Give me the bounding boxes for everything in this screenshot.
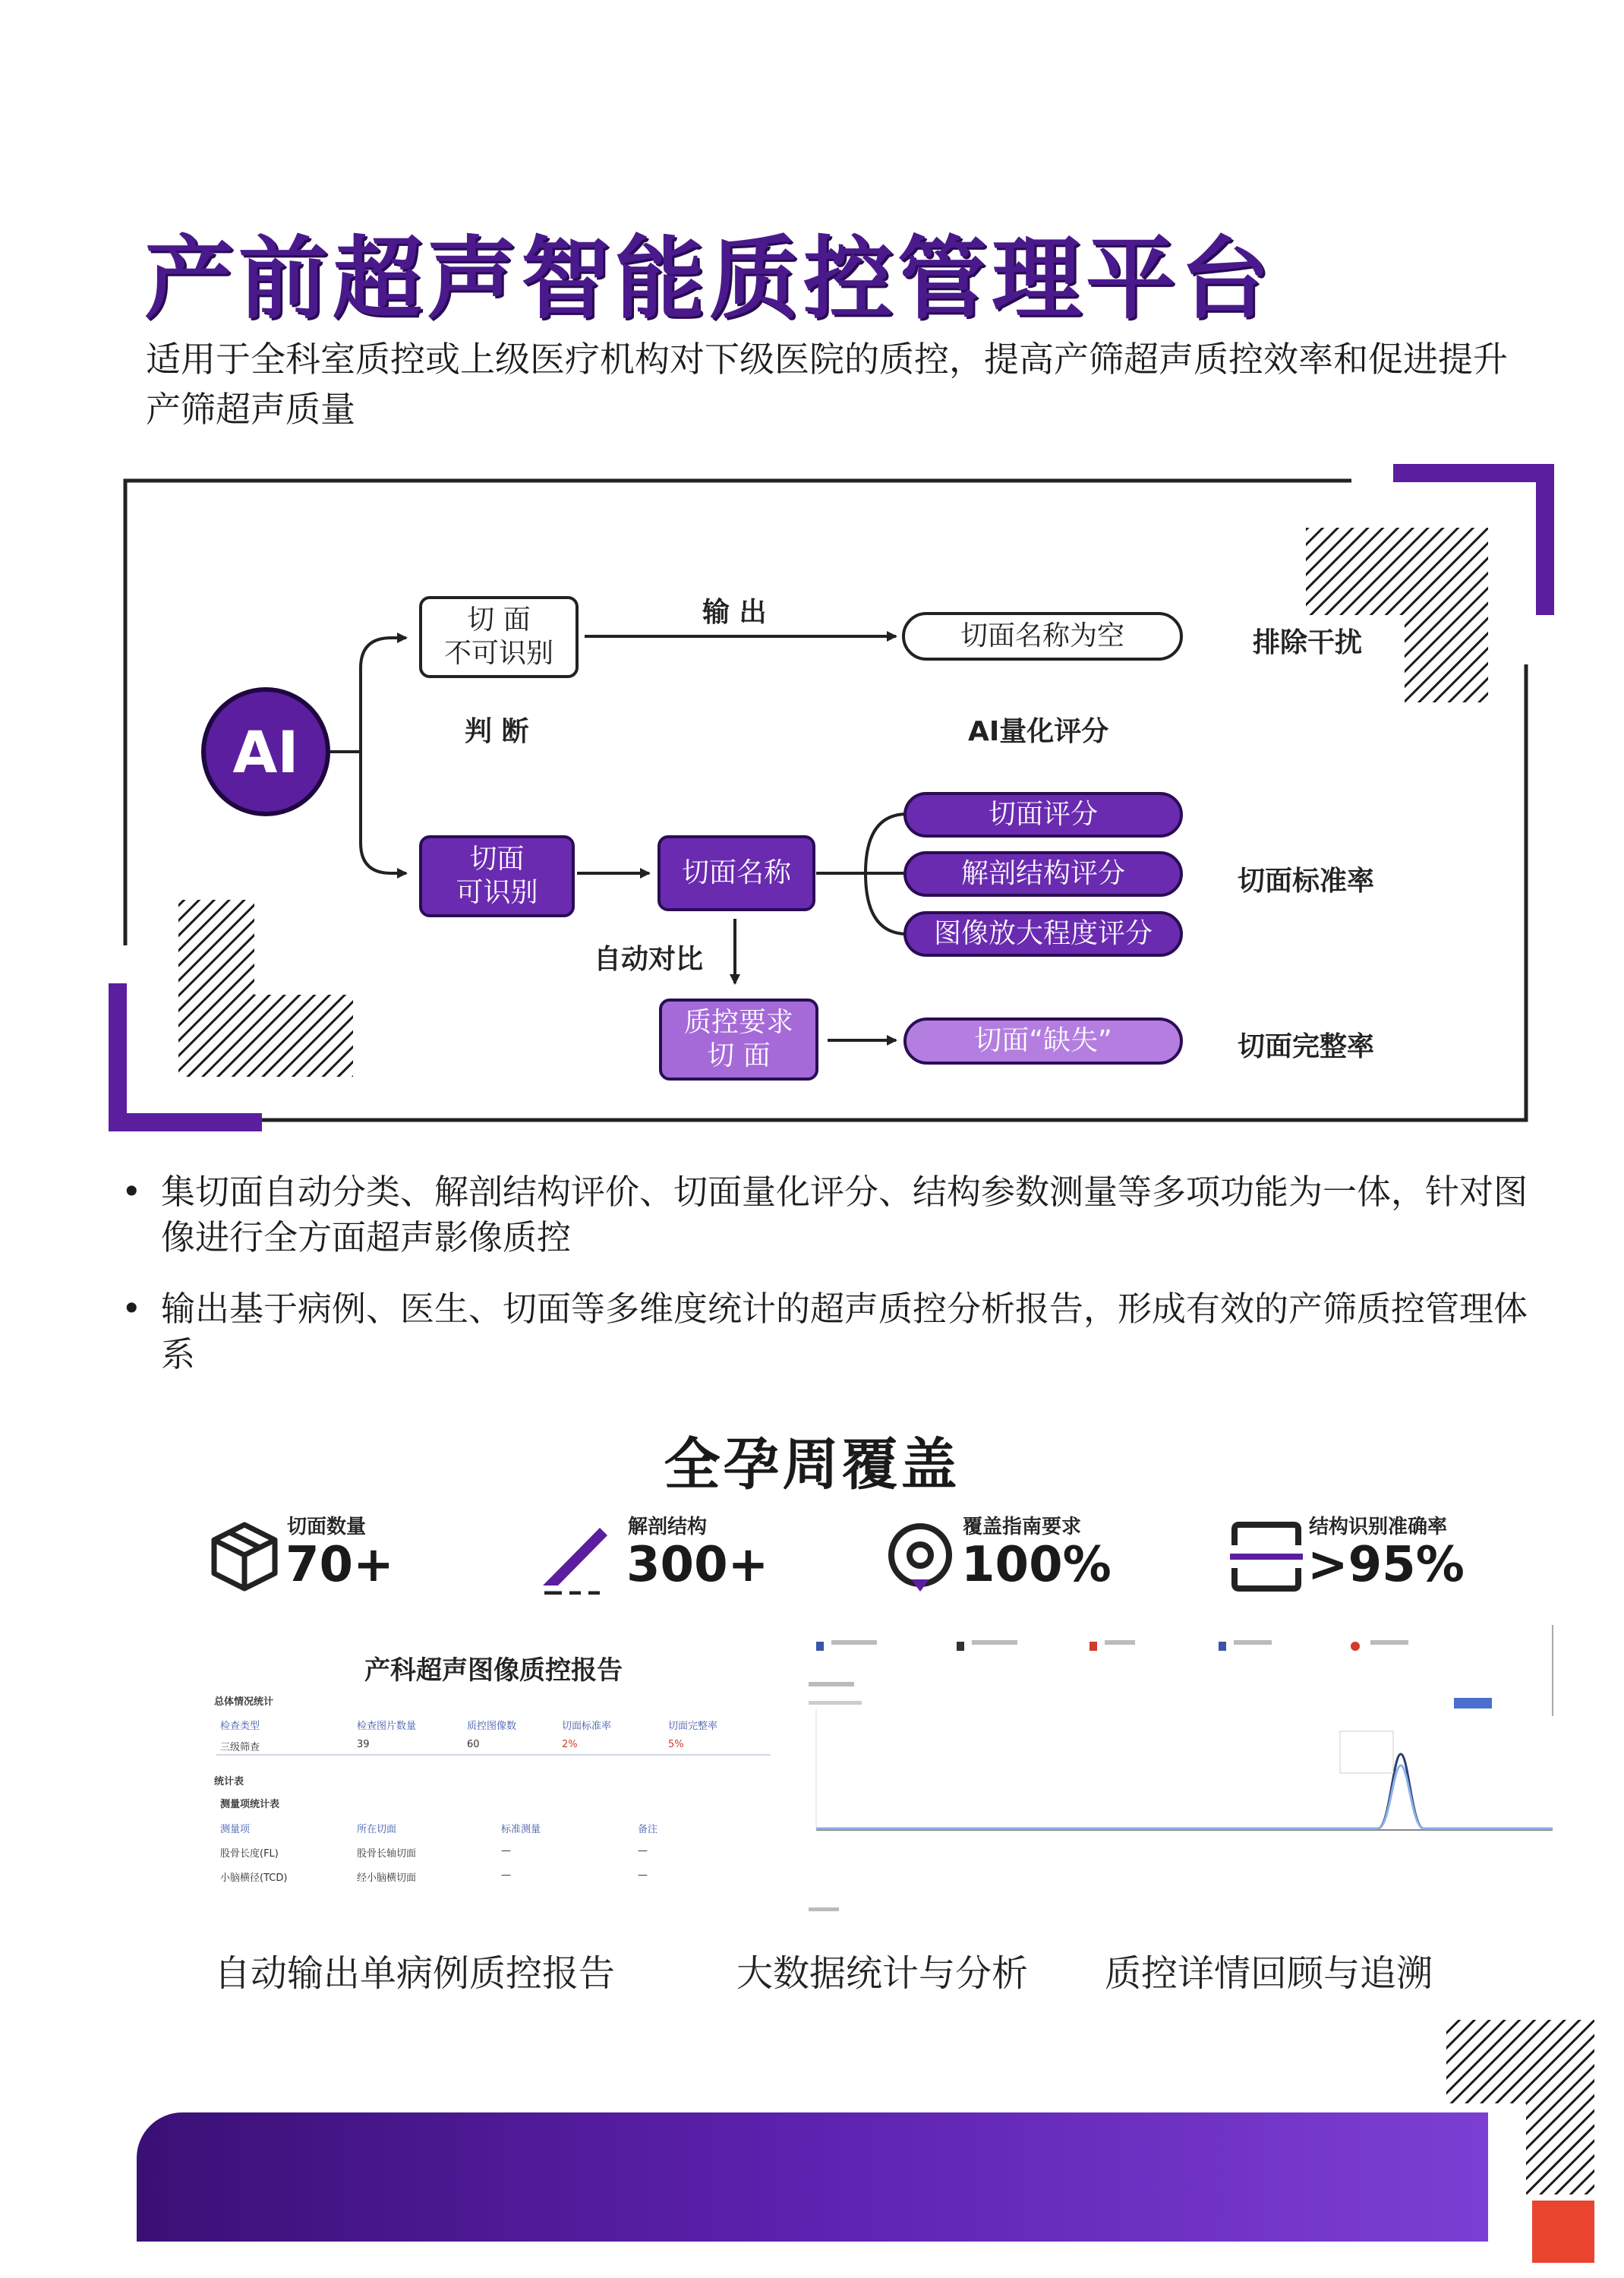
scalpel-icon <box>535 1519 611 1595</box>
caption-big-data: 大数据统计与分析 <box>736 1952 1029 1995</box>
stat-sections: 切面数量 70+ <box>207 1511 510 1595</box>
report-preview: 产科超声图像质控报告 总体情况统计 检查类型 检查图片数量 质控图像数 切面标准率 切面完整率 三级筛查 39 60 2% 5% 统计表 测量项统计表 测量项 所在切面 标准测量 备注 股骨长度(FL) 股骨长轴切面 — — 小脑横径(TCD) 经小脑横切面 — — <box>205 1633 782 1914</box>
node-qc-requirement: 质控要求 切 面 <box>659 999 818 1081</box>
caption-review: 质控详情回顾与追溯 <box>1105 1952 1433 1995</box>
edge-auto-compare: 自动对比 <box>594 944 704 975</box>
label-exclude: 排除干扰 <box>1253 627 1363 658</box>
ai-badge: AI <box>201 687 330 816</box>
label-complete-rate: 切面完整率 <box>1238 1031 1375 1062</box>
page-subtitle: 适用于全科室质控或上级医疗机构对下级医院的质控，提高产筛超声质控效率和促进提升产筛超声质量 <box>146 339 1508 430</box>
stat-guideline: 覆盖指南要求 100% <box>882 1511 1201 1595</box>
page-title: 产前超声智能质控管理平台 <box>144 226 1275 331</box>
stat-accuracy: 结构识别准确率 >95% <box>1228 1511 1547 1595</box>
bullet-item: • 集切面自动分类、解剖结构评价、切面量化评分、结构参数测量等多项功能为一体，针对图像进行全方面超声影像质控 <box>121 1172 1528 1257</box>
label-judge: 判 断 <box>465 716 529 747</box>
node-name-empty: 切面名称为空 <box>902 612 1183 661</box>
stat-anatomy: 解剖结构 300+ <box>535 1511 839 1595</box>
report-section: 总体情况统计 <box>214 1696 274 1708</box>
label-standard-rate: 切面标准率 <box>1238 866 1375 897</box>
report-title: 产科超声图像质控报告 <box>364 1655 623 1686</box>
feature-bullets <box>121 1169 1534 1403</box>
scan-frame-icon <box>1228 1519 1304 1595</box>
footer-bar <box>137 2112 1488 2242</box>
caption-auto-report: 自动输出单病例质控报告 <box>214 1952 616 1995</box>
pill-section-score: 切面评分 <box>903 792 1183 838</box>
cube-icon <box>207 1519 282 1595</box>
dashboard-preview <box>793 1625 1598 1929</box>
pill-missing: 切面“缺失” <box>903 1018 1183 1065</box>
node-unrecognizable: 切 面 不可识别 <box>419 596 579 678</box>
target-icon <box>882 1519 958 1595</box>
coverage-title: 全孕周覆盖 <box>664 1432 960 1497</box>
pill-anatomy-score: 解剖结构评分 <box>903 851 1183 897</box>
node-section-name: 切面名称 <box>657 835 815 911</box>
pill-magnify-score: 图像放大程度评分 <box>903 911 1183 957</box>
bullet-item: • 输出基于病例、医生、切面等多维度统计的超声质控分析报告，形成有效的产筛质控管理体系 <box>121 1289 1528 1374</box>
label-ai-score: AI量化评分 <box>968 716 1109 747</box>
edge-output-label: 输 出 <box>702 597 767 628</box>
node-recognizable: 切面 可识别 <box>419 835 575 917</box>
